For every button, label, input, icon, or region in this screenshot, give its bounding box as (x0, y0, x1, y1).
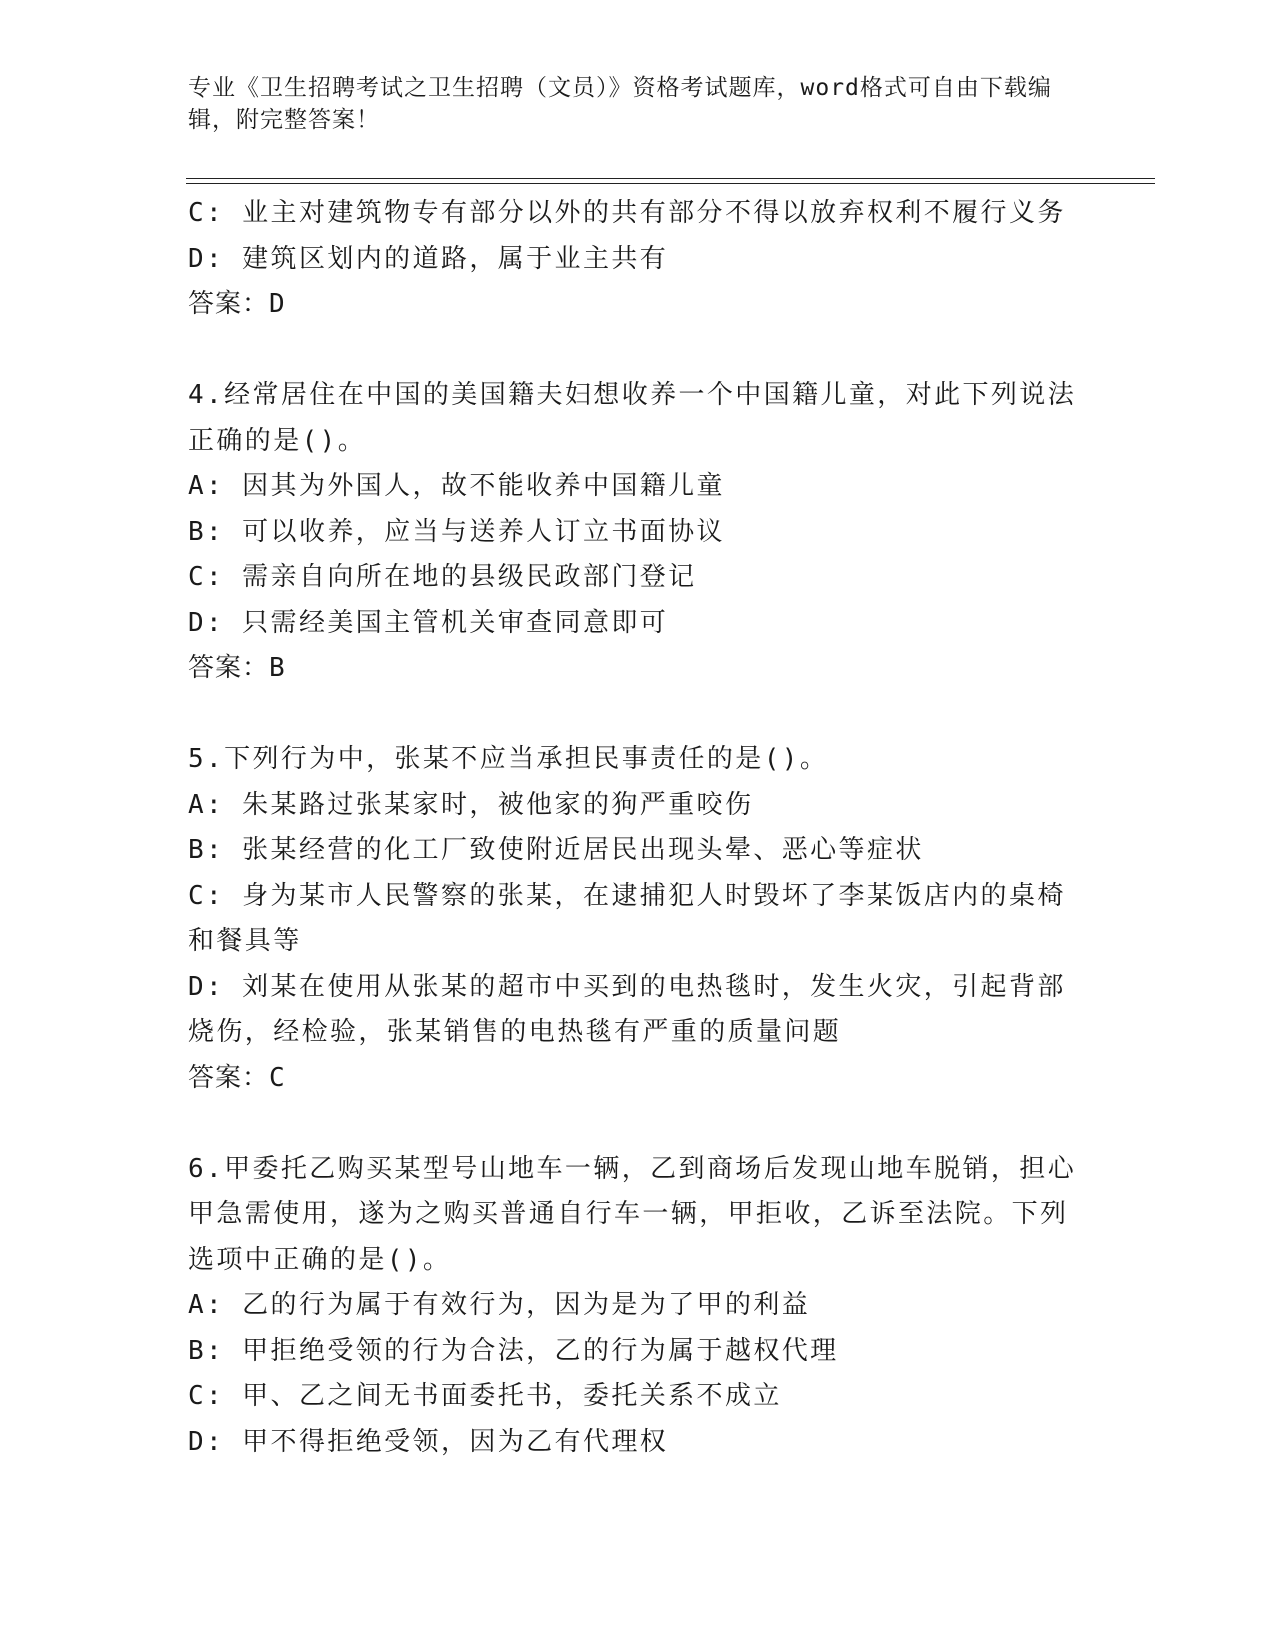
q5-option-c: C: 身为某市人民警察的张某，在逮捕犯人时毁坏了李某饭店内的桌椅和餐具等 (188, 880, 1066, 956)
q6-option-b: B: 甲拒绝受领的行为合法，乙的行为属于越权代理 (188, 1335, 839, 1366)
spacer (188, 692, 1078, 738)
q6-option-a: A: 乙的行为属于有效行为，因为是为了甲的利益 (188, 1290, 811, 1320)
q5-answer: 答案：C (188, 1062, 286, 1093)
q4-option-d: D: 只需经美国主管机关审查同意即可 (188, 607, 669, 638)
q4-option-a: A: 因其为外国人，故不能收养中国籍儿童 (188, 471, 725, 501)
q5-option-d: D: 刘某在使用从张某的超市中买到的电热毯时，发生火灾，引起背部烧伤，经检验，张某销售的电热毯有严重的质量问题 (188, 971, 1066, 1047)
header-rule-bottom (186, 183, 1155, 184)
question-3-fragment (188, 191, 1078, 328)
q6-option-c: C: 甲、乙之间无书面委托书，委托关系不成立 (188, 1381, 782, 1411)
question-5 (188, 737, 1078, 1101)
question-4 (188, 373, 1078, 692)
q5-stem: 5.下列行为中，张某不应当承担民事责任的是()。 (188, 744, 829, 774)
q5-option-a: A: 朱某路过张某家时，被他家的狗严重咬伤 (188, 789, 754, 820)
q3-answer: 答案：D (188, 289, 286, 319)
q6-option-d: D: 甲不得拒绝受领，因为乙有代理权 (188, 1426, 669, 1457)
spacer (188, 1101, 1078, 1147)
q3-option-c: C: 业主对建筑物专有部分以外的共有部分不得以放弃权利不履行义务 (188, 198, 1066, 228)
question-6 (188, 1147, 1078, 1466)
q4-stem: 4.经常居住在中国的美国籍夫妇想收养一个中国籍儿童，对此下列说法正确的是()。 (188, 380, 1077, 456)
header-rule-top (186, 178, 1155, 179)
q4-option-c: C: 需亲自向所在地的县级民政部门登记 (188, 562, 697, 592)
spacer (188, 328, 1078, 374)
document-header (188, 72, 1068, 136)
q4-answer: 答案：B (188, 653, 286, 683)
q5-option-b: B: 张某经营的化工厂致使附近居民出现头晕、恶心等症状 (188, 835, 924, 865)
q6-stem: 6.甲委托乙购买某型号山地车一辆，乙到商场后发现山地车脱销，担心甲急需使用，遂为之购买普通自行车一辆，甲拒收，乙诉至法院。下列选项中正确的是()。 (188, 1153, 1077, 1275)
q3-option-d: D: 建筑区划内的道路，属于业主共有 (188, 243, 669, 274)
header-intro-text: 专业《卫生招聘考试之卫生招聘（文员）》资格考试题库，word格式可自由下载编辑，附完整答案！ (188, 75, 1052, 133)
q4-option-b: B: 可以收养，应当与送养人订立书面协议 (188, 516, 725, 547)
question-content (188, 191, 1078, 1465)
